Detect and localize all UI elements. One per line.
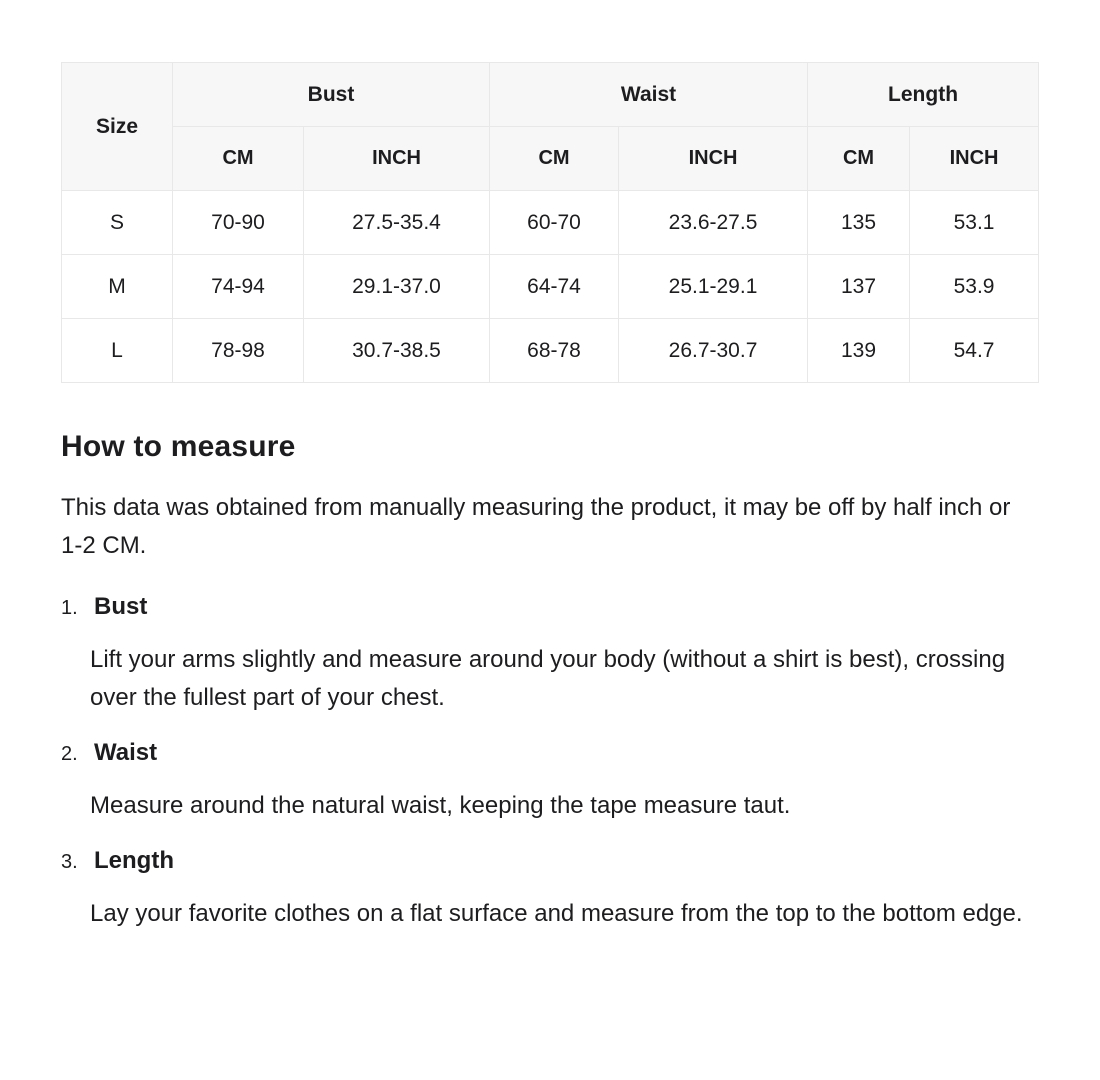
step-heading (61, 593, 1038, 621)
table-row (62, 191, 1039, 255)
unit-header-bust-inch: INCH (304, 127, 490, 191)
cell-size: S (62, 191, 173, 255)
list-item-bust (61, 593, 1038, 717)
cell-waist-cm: 68-78 (490, 319, 619, 383)
how-to-measure-heading: How to measure (61, 430, 296, 463)
cell-waist-cm: 64-74 (490, 255, 619, 319)
measure-steps-list (61, 593, 1038, 933)
cell-waist-inch: 26.7-30.7 (619, 319, 808, 383)
cell-size: L (62, 319, 173, 383)
column-header-waist: Waist (490, 63, 808, 127)
unit-header-bust-cm: CM (173, 127, 304, 191)
step-heading (61, 739, 1038, 767)
cell-bust-inch: 27.5-35.4 (304, 191, 490, 255)
cell-waist-cm: 60-70 (490, 191, 619, 255)
column-header-bust: Bust (173, 63, 490, 127)
cell-length-cm: 135 (808, 191, 910, 255)
step-label: Waist (94, 739, 158, 766)
list-item-length (61, 847, 1038, 933)
table-row (62, 255, 1039, 319)
cell-length-inch: 53.1 (910, 191, 1039, 255)
cell-length-inch: 54.7 (910, 319, 1039, 383)
cell-size: M (62, 255, 173, 319)
column-header-size: Size (62, 63, 173, 191)
step-label: Length (94, 847, 174, 874)
cell-length-cm: 139 (808, 319, 910, 383)
cell-waist-inch: 25.1-29.1 (619, 255, 808, 319)
cell-bust-cm: 70-90 (173, 191, 304, 255)
step-number: 2. (61, 743, 78, 765)
table-row (62, 319, 1039, 383)
cell-bust-inch: 30.7-38.5 (304, 319, 490, 383)
cell-bust-cm: 74-94 (173, 255, 304, 319)
unit-header-waist-inch: INCH (619, 127, 808, 191)
step-number: 3. (61, 851, 78, 873)
cell-length-inch: 53.9 (910, 255, 1039, 319)
step-number: 1. (61, 597, 78, 619)
step-heading (61, 847, 1038, 875)
step-description: Lay your favorite clothes on a flat surface and measure from the top to the bottom edge. (90, 900, 1023, 927)
step-description: Measure around the natural waist, keeping the tape measure taut. (90, 792, 791, 819)
table-unit-header-row (62, 127, 1039, 191)
size-chart-table (61, 62, 1039, 383)
unit-header-length-cm: CM (808, 127, 910, 191)
table-group-header-row (62, 63, 1039, 127)
column-header-length: Length (808, 63, 1039, 127)
cell-length-cm: 137 (808, 255, 910, 319)
step-description: Lift your arms slightly and measure around your body (without a shirt is best), crossing over the fullest part of your chest. (90, 646, 1006, 711)
cell-waist-inch: 23.6-27.5 (619, 191, 808, 255)
cell-bust-inch: 29.1-37.0 (304, 255, 490, 319)
unit-header-length-inch: INCH (910, 127, 1039, 191)
cell-bust-cm: 78-98 (173, 319, 304, 383)
measure-disclaimer-text: This data was obtained from manually measuring the product, it may be off by half inch or 1-2 CM. (61, 494, 1011, 559)
unit-header-waist-cm: CM (490, 127, 619, 191)
list-item-waist (61, 739, 1038, 825)
step-label: Bust (94, 593, 148, 620)
